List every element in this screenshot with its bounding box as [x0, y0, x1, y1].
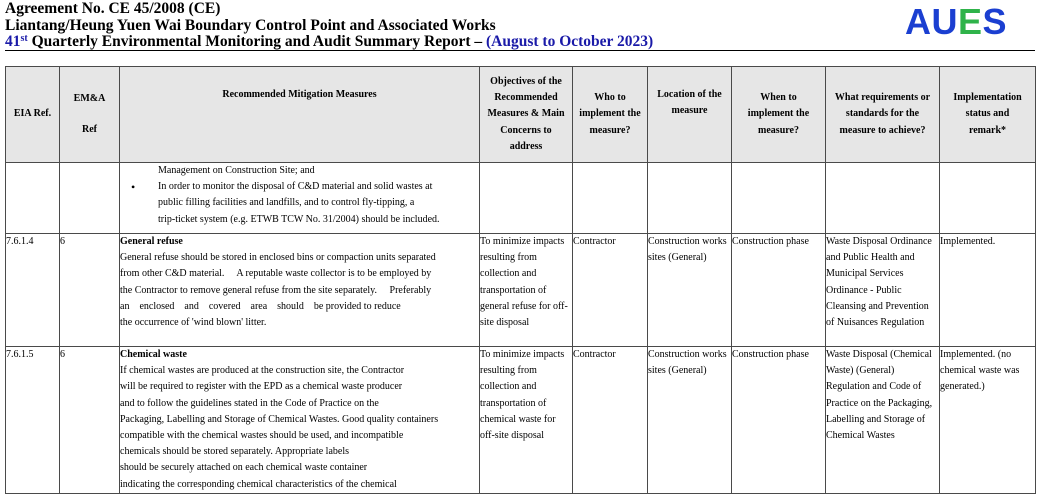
report-period: (August to October 2023): [486, 33, 654, 50]
measure-line: will be required to register with the EPD as a chemical waste producer: [120, 381, 403, 393]
report-number: 41: [5, 33, 21, 50]
cell-who: [573, 163, 648, 234]
report-title: [5, 33, 653, 51]
cell-status: Implemented. (no chemical waste was generated.): [940, 347, 1036, 494]
cell-when: Construction phase: [732, 234, 826, 347]
header-who: Who to implement the measure?: [573, 67, 648, 163]
cell-ema-ref: 6: [60, 234, 120, 347]
header-ema-ref-line1: EM&A: [73, 93, 106, 105]
cell-measures: [120, 163, 480, 234]
cell-who: Contractor: [573, 347, 648, 494]
table-row: [6, 347, 1036, 494]
mitigation-measures-table: [5, 66, 1036, 494]
header-ema-ref-line2: Ref: [82, 123, 97, 135]
measure-title: General refuse: [120, 236, 183, 247]
header-status: Implementation status and remark*: [940, 67, 1036, 163]
cell-location: Construction works sites (General): [648, 234, 732, 347]
table-header-row: [6, 67, 1036, 163]
measure-line: Packaging, Labelling and Storage of Chemical Wastes. Good quality containers: [120, 413, 439, 425]
measure-line: from other C&D material. A reputable waste collector is to be employed by: [120, 268, 432, 280]
cell-requirements: Waste Disposal (Chemical Waste) (General) Regulation and Code of Practice on the Packaging, Labelling and Storage of Chemical Wastes: [826, 347, 940, 494]
agreement-number: Agreement No. CE 45/2008 (CE): [5, 0, 221, 17]
cell-requirements: Waste Disposal Ordinance and Public Health and Municipal Services Ordinance - Public Cleansing and Prevention of Nuisances Regulation: [826, 234, 940, 347]
logo-text-right: S: [982, 1, 1008, 42]
header-when: When to implement the measure?: [732, 67, 826, 163]
aues-logo: [905, 3, 1007, 41]
measure-title: Chemical waste: [120, 349, 187, 360]
measure-line: and to follow the guidelines stated in the Code of Practice on the: [120, 397, 379, 409]
project-title: Liantang/Heung Yuen Wai Boundary Control Point and Associated Works: [5, 17, 496, 34]
report-header: [5, 0, 1035, 52]
cell-objectives: [480, 163, 573, 234]
cell-when: Construction phase: [732, 347, 826, 494]
measure-line: If chemical wastes are produced at the construction site, the Contractor: [120, 365, 405, 377]
cell-eia-ref: 7.6.1.4: [6, 234, 60, 347]
report-number-suffix: st: [20, 33, 28, 44]
header-measures: Recommended Mitigation Measures: [120, 67, 480, 163]
cell-eia-ref: 7.6.1.5: [6, 347, 60, 494]
cell-objectives: To minimize impacts resulting from collection and transportation of general refuse for off-site disposal: [480, 234, 573, 347]
logo-text-e: E: [958, 1, 983, 42]
table-row: [6, 234, 1036, 347]
header-divider: [5, 50, 1035, 51]
header-requirements: What requirements or standards for the measure to achieve?: [826, 67, 940, 163]
cell-status: Implemented.: [940, 234, 1036, 347]
cell-location: Construction works sites (General): [648, 347, 732, 494]
logo-text-left: AU: [905, 1, 958, 42]
measure-line: the occurrence of 'wind blown' litter.: [120, 317, 267, 329]
cell-status: [940, 163, 1036, 234]
cell-when: [732, 163, 826, 234]
header-ema-ref: [60, 67, 120, 163]
bullet-item: [125, 179, 475, 228]
measure-line: In order to monitor the disposal of C&D material and solid wastes at: [158, 181, 433, 193]
cell-ema-ref: 6: [60, 347, 120, 494]
measure-line: the Contractor to remove general refuse from the site separately. Preferably: [120, 284, 432, 296]
cell-location: [648, 163, 732, 234]
cell-measures: [120, 234, 480, 347]
header-eia-ref: EIA Ref.: [6, 67, 60, 163]
cell-ema-ref: [60, 163, 120, 234]
header-objectives: Objectives of the Recommended Measures & Main Concerns to address: [480, 67, 573, 163]
measure-line: General refuse should be stored in enclosed bins or compaction units separated: [120, 252, 436, 264]
cell-who: Contractor: [573, 234, 648, 347]
report-title-text: Quarterly Environmental Monitoring and Audit Summary Report –: [27, 33, 486, 50]
table-row: [6, 163, 1036, 234]
measure-line: chemicals should be stored separately. Appropriate labels: [120, 446, 349, 458]
cell-measures: [120, 347, 480, 494]
cell-requirements: [826, 163, 940, 234]
measure-line: an enclosed and covered area should be provided to reduce: [120, 300, 401, 312]
measure-line: Management on Construction Site; and: [158, 165, 315, 176]
measure-line: public filling facilities and landfills, and to control fly-tipping, a: [158, 197, 415, 209]
measure-line: should be securely attached on each chemical waste container: [120, 462, 368, 474]
cell-objectives: To minimize impacts resulting from collection and transportation of chemical waste for off-site disposal: [480, 347, 573, 494]
cell-eia-ref: [6, 163, 60, 234]
measure-line: compatible with the chemical wastes should be used, and incompatible: [120, 430, 404, 442]
bullet-icon: •: [131, 180, 136, 195]
measure-line: trip-ticket system (e.g. ETWB TCW No. 31/2004) should be included.: [158, 213, 440, 225]
measure-line: indicating the corresponding chemical characteristics of the chemical: [120, 478, 397, 490]
header-location: Location of the measure: [648, 67, 732, 163]
